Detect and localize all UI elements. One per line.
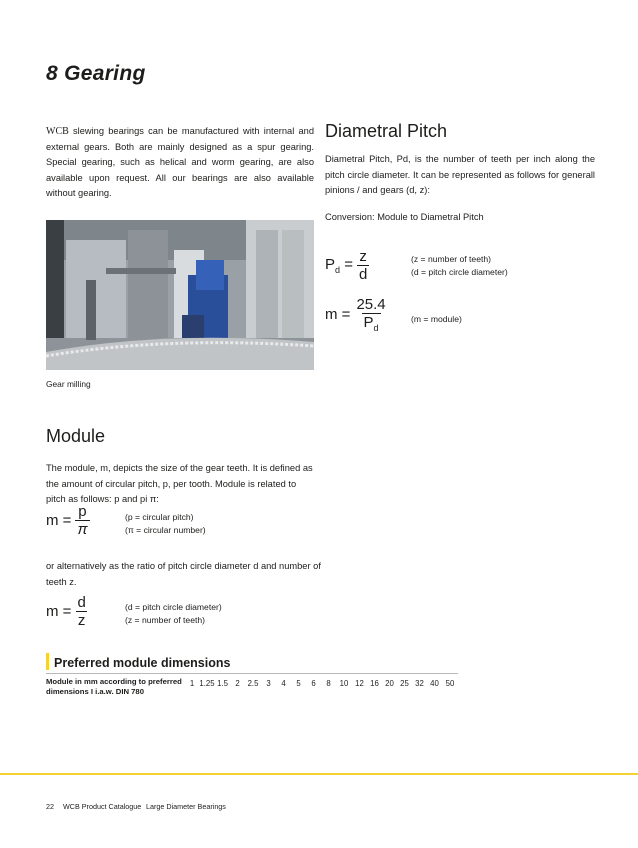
module-eq1-notes: [125, 511, 206, 536]
table-cell: 10: [339, 679, 349, 688]
module-text-1: The module, m, depicts the size of the gear teeth. It is defined as the amount of circular pitch, p, per tooth. Module is related to pitch as follows: p and pi π:: [46, 463, 313, 505]
diametral-pitch-heading: Diametral Pitch: [325, 121, 448, 141]
table-cell: 1: [189, 679, 195, 688]
module-equation-2: [46, 594, 88, 629]
gear-milling-illustration: [46, 220, 314, 370]
eq-fraction: [354, 296, 387, 333]
footer-catalogue: WCB Product Catalogue: [63, 802, 142, 811]
table-title: Preferred module dimensions: [54, 656, 231, 670]
eq-denominator: d: [358, 266, 368, 283]
footer-section: Large Diameter Bearings: [146, 802, 226, 811]
note-line: (d = pitch circle diameter): [125, 602, 222, 612]
eq-denominator: [362, 313, 381, 333]
diametral-pitch-text: Diametral Pitch, Pd, is the number of teeth per inch along the pitch circle diameter. It can be represented as follows for generall pinions / and gears (d, z):: [325, 154, 595, 196]
eq-lhs-main: P: [325, 256, 336, 273]
note-line: (π = circular number): [125, 524, 206, 535]
eq-numerator: d: [77, 594, 86, 611]
table-cell: 25: [400, 679, 409, 688]
table-cell: 12: [355, 679, 364, 688]
table-values-row: [185, 679, 458, 688]
intro-paragraph: [46, 124, 314, 202]
conversion-label: Conversion: Module to Diametral Pitch: [325, 212, 484, 222]
module-equation-1: [46, 503, 90, 538]
table-cell: 40: [430, 679, 439, 688]
table-row-label: [46, 677, 186, 697]
note-line: (p = circular pitch): [125, 512, 194, 522]
footer-accent-line: [0, 773, 638, 775]
diametral-eq1-notes: [411, 253, 508, 278]
eq-numerator: z: [359, 248, 367, 265]
table-cell: 5: [296, 679, 301, 688]
module-heading: Module: [46, 426, 106, 446]
table-cell: 8: [326, 679, 331, 688]
note-line: (z = number of teeth): [125, 614, 206, 625]
eq-sign: =: [344, 256, 353, 273]
eq-denominator: z: [77, 612, 86, 629]
intro-text: slewing bearings can be manufactured with internal and external gears. Both are mainly designed as a spur gearing. Special gearing, such as helical and worm gearing, are also available upon request. All our bearings are also available without gearing.: [46, 126, 314, 199]
note-line: (d = pitch circle diameter): [411, 266, 508, 277]
eq-lhs: [325, 256, 353, 275]
table-cell: 32: [415, 679, 424, 688]
module-eq2-notes: [125, 601, 222, 626]
module-text-2: or alternatively as the ratio of pitch circle diameter d and number of teeth z.: [46, 561, 321, 587]
eq-lhs: m =: [46, 512, 72, 529]
gear-milling-photo: [46, 220, 314, 370]
table-cell: 50: [445, 679, 455, 688]
table-cell: 2.5: [247, 679, 259, 688]
table-cell: 1.25: [199, 679, 215, 688]
chapter-title: 8 Gearing: [46, 62, 146, 85]
eq-lhs-sub: d: [335, 265, 341, 275]
diametral-equation-1: [325, 248, 369, 283]
diametral-equation-2: [325, 296, 388, 333]
table-cell: 1.5: [217, 679, 228, 688]
table-label-line: dimensions I i.a.w. DIN 780: [46, 687, 144, 696]
eq-fraction: [357, 248, 369, 283]
table-top-rule: [46, 673, 458, 674]
table-cell: 4: [281, 679, 286, 688]
eq-numerator: p: [78, 503, 87, 520]
eq-numerator: 25.4: [356, 296, 386, 313]
page-number: 22: [46, 802, 54, 811]
table-label-line: Module in mm according to preferred: [46, 677, 182, 686]
table-cell: 16: [370, 679, 379, 688]
eq-fraction: [75, 594, 87, 629]
table-cell: 20: [385, 679, 394, 688]
eq-fraction: [75, 503, 89, 538]
eq-denominator: π: [77, 521, 88, 538]
table-cell: 6: [311, 679, 316, 688]
note-line: (z = number of teeth): [411, 254, 492, 264]
eq-lhs: m =: [325, 306, 351, 323]
table-cell: 3: [266, 679, 271, 688]
eq-den-main: P: [363, 314, 374, 331]
eq-lhs: m =: [46, 603, 72, 620]
table-cell: 2: [235, 679, 240, 688]
eq-den-sub: d: [373, 323, 379, 333]
diametral-eq2-note: (m = module): [411, 314, 462, 324]
brand-name: WCB: [46, 126, 69, 137]
photo-caption: Gear milling: [46, 379, 91, 389]
section-accent-bar: [46, 653, 49, 670]
